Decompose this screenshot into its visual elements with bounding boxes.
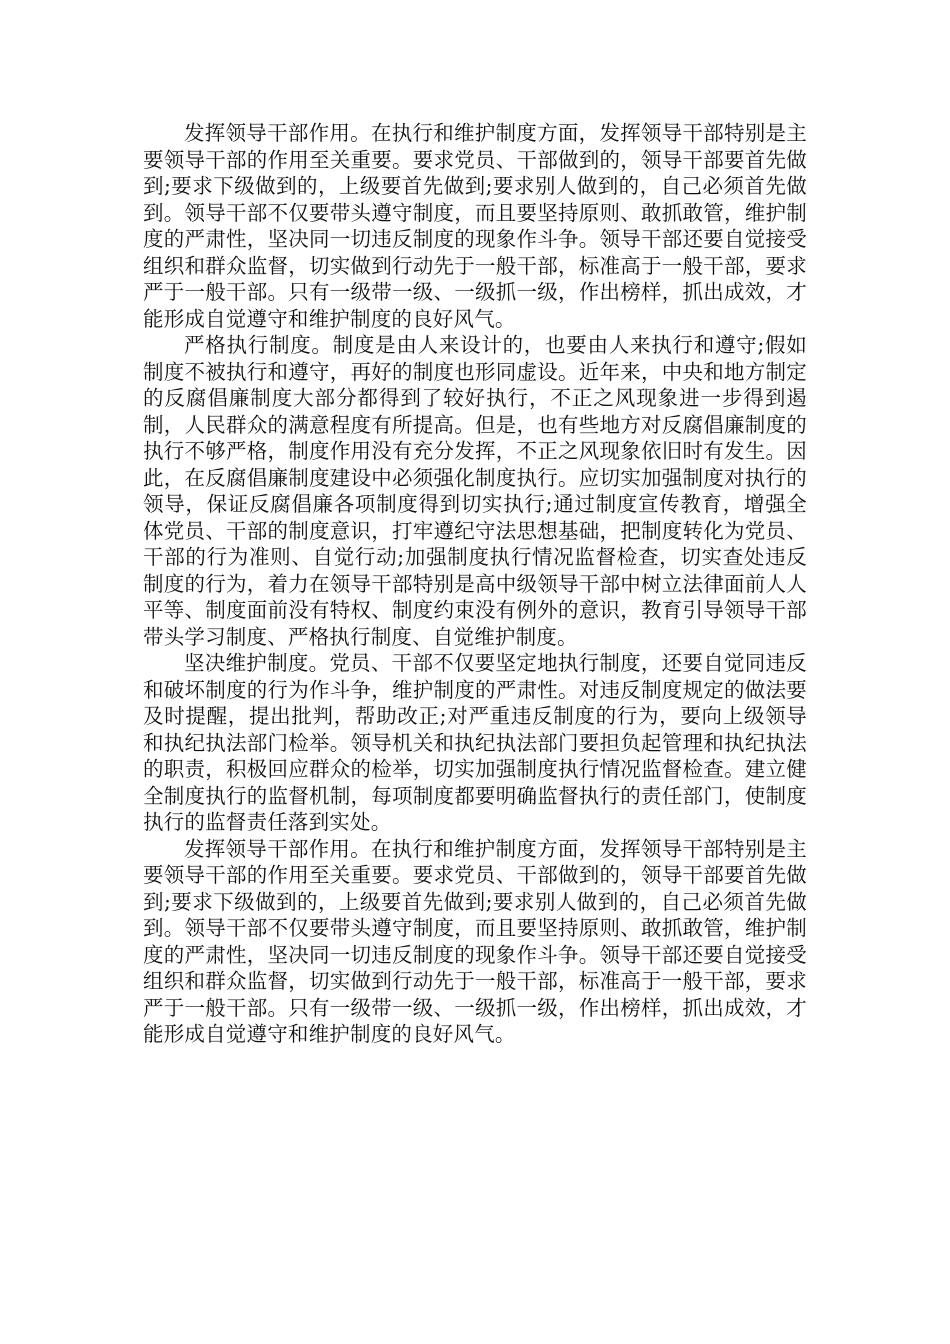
paragraph-leading-cadres-role-repeat: 发挥领导干部作用。在执行和维护制度方面，发挥领导干部特别是主要领导干部的作用至关重要。要求党员、干部做到的，领导干部要首先做到;要求下级做到的，上级要首先做到;要求别人做到的，自己必须首先做到。领导干部不仅要带头遵守制度，而且要坚持原则、敢抓敢管，维护制度的严肃性，坚决同一切违反制度的现象作斗争。领导干部还要自觉接受组织和群众监督，切实做到行动先于一般干部，标准高于一般干部，要求严于一般干部。只有一级带一级、一级抓一级，作出榜样，抓出成效，才能形成自觉遵守和维护制度的良好风气。 — [143, 836, 807, 1046]
paragraph-firmly-maintain: 坚决维护制度。党员、干部不仅要坚定地执行制度，还要自觉同违反和破坏制度的行为作斗争，维护制度的严肃性。对违反制度规定的做法要及时提醒，提出批判，帮助改正;对严重违反制度的行为，要向上级领导和执纪执法部门检举。领导机关和执纪执法部门要担负起管理和执纪执法的职责，积极回应群众的检举，切实加强制度执行情况监督检查。建立健全制度执行的监督机制，每项制度都要明确监督执行的责任部门，使制度执行的监督责任落到实处。 — [143, 651, 807, 834]
document-body — [143, 120, 807, 1048]
paragraph-strict-enforcement: 严格执行制度。制度是由人来设计的，也要由人来执行和遵守;假如制度不被执行和遵守，再好的制度也形同虚设。近年来，中央和地方制定的反腐倡廉制度大部分都得到了较好执行，不正之风现象进一步得到遏制，人民群众的满意程度有所提高。但是，也有些地方对反腐倡廉制度的执行不够严格，制度作用没有充分发挥，不正之风现象依旧时有发生。因此，在反腐倡廉制度建设中必须强化制度执行。应切实加强制度对执行的领导，保证反腐倡廉各项制度得到切实执行;通过制度宣传教育，增强全体党员、干部的制度意识，打牢遵纪守法思想基础，把制度转化为党员、干部的行为准则、自觉行动;加强制度执行情况监督检查，切实查处违反制度的行为，着力在领导干部特别是高中级领导干部中树立法律面前人人平等、制度面前没有特权、制度约束没有例外的意识，教育引导领导干部带头学习制度、严格执行制度、自觉维护制度。 — [143, 333, 807, 649]
paragraph-leading-cadres-role: 发挥领导干部作用。在执行和维护制度方面，发挥领导干部特别是主要领导干部的作用至关重要。要求党员、干部做到的，领导干部要首先做到;要求下级做到的，上级要首先做到;要求别人做到的，自己必须首先做到。领导干部不仅要带头遵守制度，而且要坚持原则、敢抓敢管，维护制度的严肃性，坚决同一切违反制度的现象作斗争。领导干部还要自觉接受组织和群众监督，切实做到行动先于一般干部，标准高于一般干部，要求严于一般干部。只有一级带一级、一级抓一级，作出榜样，抓出成效，才能形成自觉遵守和维护制度的良好风气。 — [143, 121, 807, 331]
